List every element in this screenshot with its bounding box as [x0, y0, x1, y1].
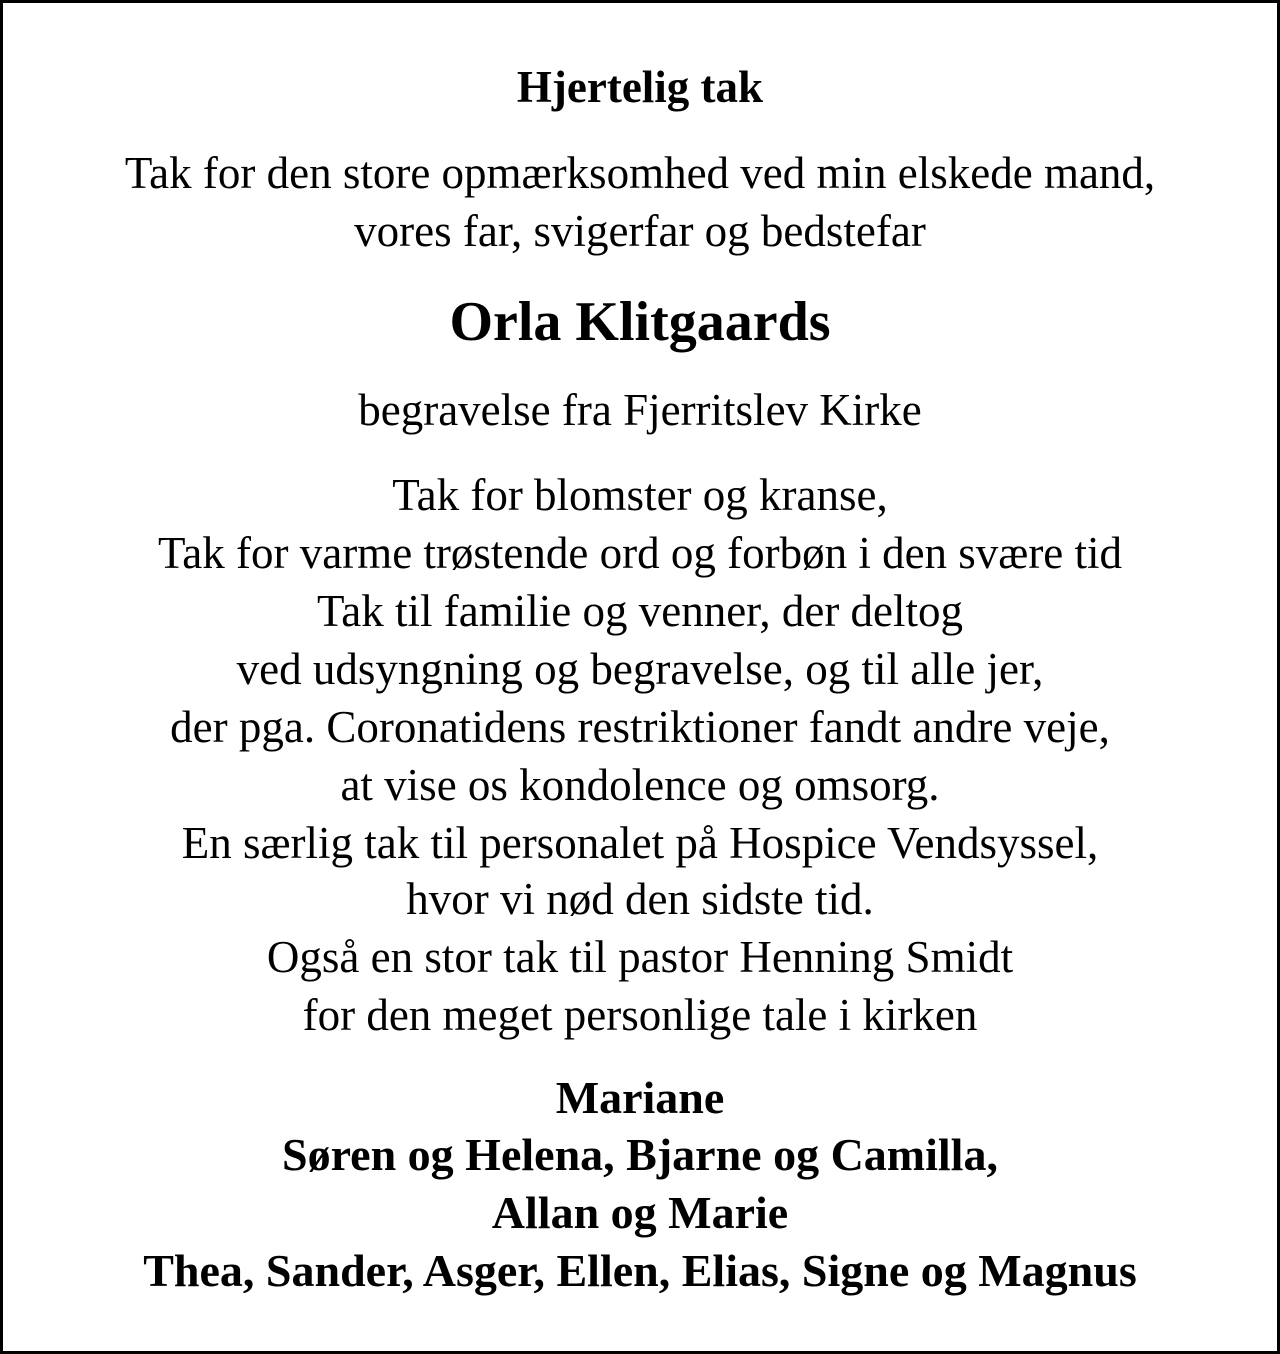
thanks-line: Også en stor tak til pastor Henning Smidt [266, 932, 1014, 982]
intro-line: vores far, svigerfar og bedstefar [354, 206, 926, 256]
deceased-name: Orla Klitgaards [449, 291, 831, 353]
notice-heading: Hjertelig tak [516, 62, 764, 112]
signature-line: Mariane [555, 1072, 725, 1123]
thanks-line: En særlig tak til personalet på Hospice Vendsyssel, [181, 818, 1099, 868]
thanks-line: at vise os kondolence og omsorg. [340, 760, 940, 810]
signature-line: Thea, Sander, Asger, Ellen, Elias, Signe og Magnus [143, 1245, 1137, 1296]
thanks-line: Tak for varme trøstende ord og forbøn i den svære tid [157, 528, 1123, 578]
thanks-line: der pga. Coronatidens restriktioner fandt andre veje, [170, 702, 1110, 752]
thanks-line: for den meget personlige tale i kirken [302, 990, 978, 1040]
thanks-line: ved udsyngning og begravelse, og til alle jer, [236, 644, 1044, 694]
service-line: begravelse fra Fjerritslev Kirke [358, 385, 922, 435]
thanks-line: Tak til familie og venner, der deltog [316, 586, 964, 636]
intro-line: Tak for den store opmærksomhed ved min elskede mand, [124, 148, 1156, 198]
signature-line: Allan og Marie [491, 1187, 789, 1238]
signature-line: Søren og Helena, Bjarne og Camilla, [282, 1129, 998, 1180]
thanks-line: Tak for blomster og kranse, [392, 470, 888, 520]
thanks-line: hvor vi nød den sidste tid. [406, 874, 874, 924]
